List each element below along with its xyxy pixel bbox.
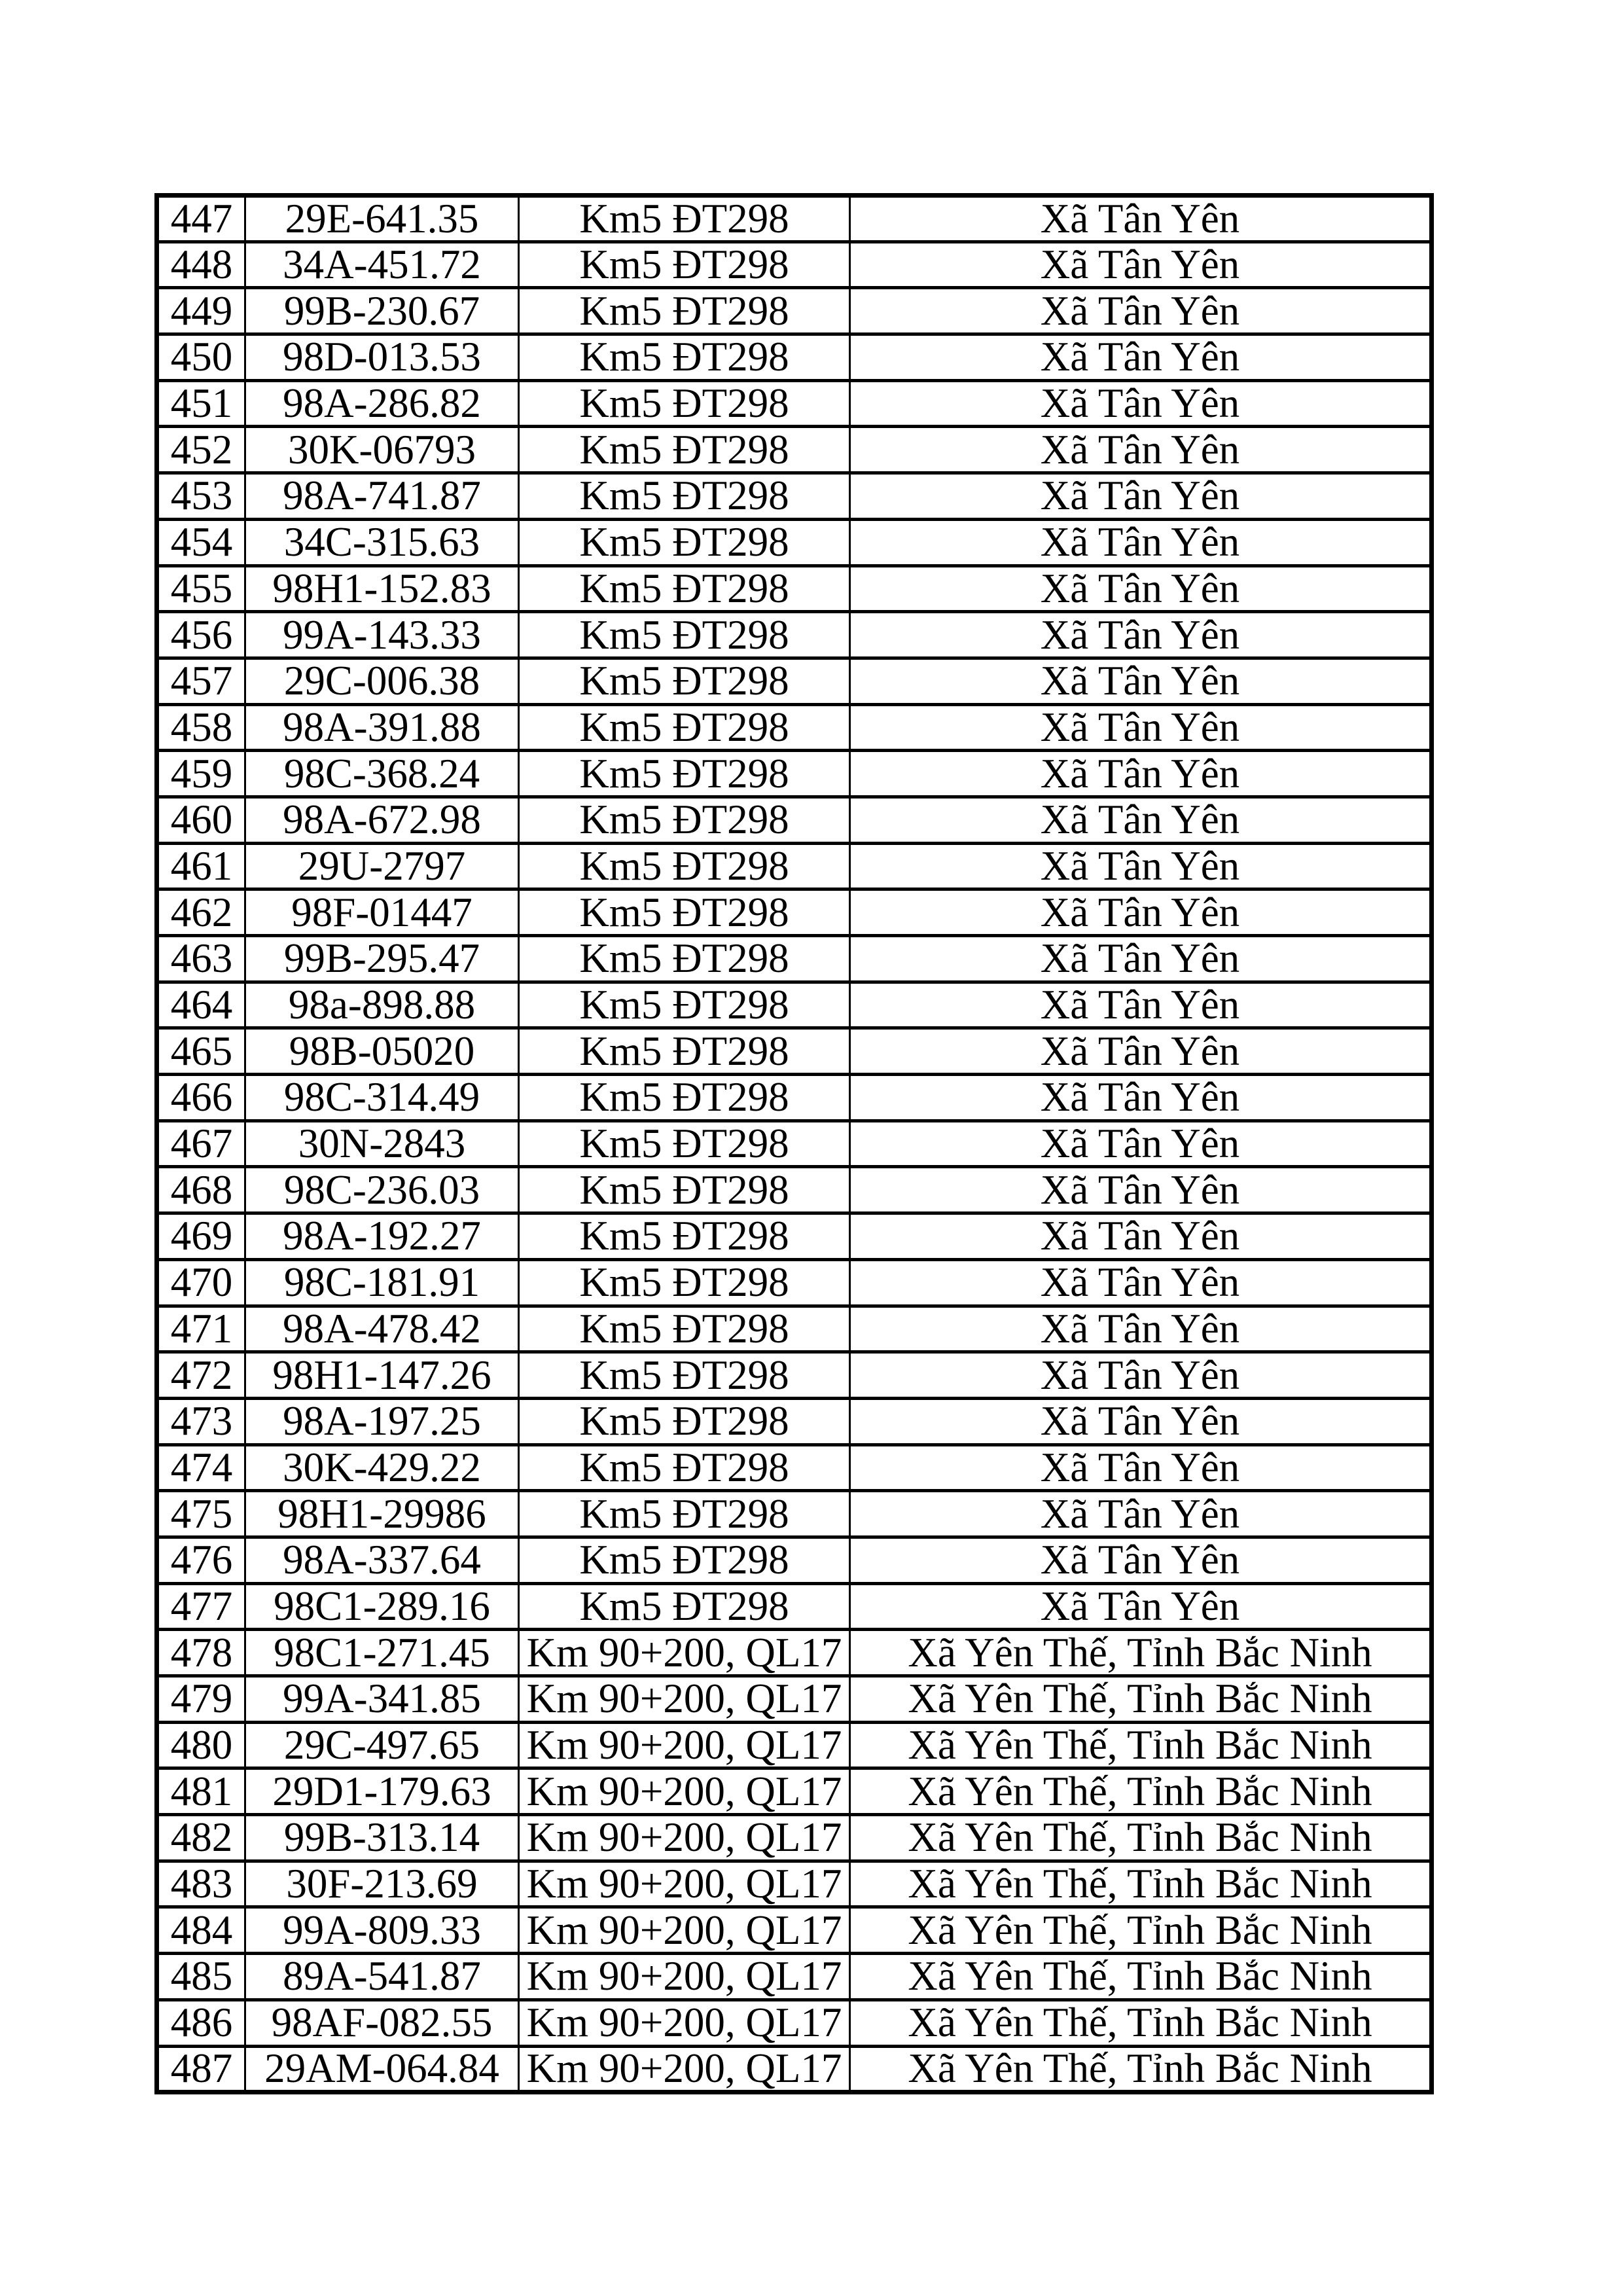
table-row bbox=[157, 1583, 1432, 1630]
row-number-cell: 453 bbox=[157, 473, 245, 520]
location-cell: Km5 ĐT298 bbox=[519, 1028, 850, 1075]
table-row bbox=[157, 936, 1432, 982]
location-cell: Km5 ĐT298 bbox=[519, 473, 850, 520]
table-row bbox=[157, 1676, 1432, 1723]
plate-cell: 29C-497.65 bbox=[245, 1722, 519, 1768]
table-row bbox=[157, 1444, 1432, 1491]
location-cell: Km 90+200, QL17 bbox=[519, 1676, 850, 1723]
plate-cell: 34C-315.63 bbox=[245, 519, 519, 565]
location-cell: Km5 ĐT298 bbox=[519, 288, 850, 334]
location-cell: Km5 ĐT298 bbox=[519, 1352, 850, 1399]
location-cell: Km5 ĐT298 bbox=[519, 334, 850, 381]
table-row bbox=[157, 1768, 1432, 1815]
row-number-cell: 475 bbox=[157, 1491, 245, 1537]
location-cell: Km5 ĐT298 bbox=[519, 843, 850, 889]
table-row bbox=[157, 565, 1432, 612]
plate-cell: 98C-181.91 bbox=[245, 1259, 519, 1306]
table-row bbox=[157, 519, 1432, 565]
row-number-cell: 462 bbox=[157, 889, 245, 936]
row-number-cell: 486 bbox=[157, 2000, 245, 2046]
plate-cell: 98C1-289.16 bbox=[245, 1583, 519, 1630]
row-number-cell: 485 bbox=[157, 1954, 245, 2000]
commune-cell: Xã Tân Yên bbox=[850, 751, 1432, 797]
plate-cell: 30K-429.22 bbox=[245, 1444, 519, 1491]
table-row bbox=[157, 1075, 1432, 1121]
commune-cell: Xã Tân Yên bbox=[850, 1213, 1432, 1260]
table-row bbox=[157, 380, 1432, 427]
location-cell: Km5 ĐT298 bbox=[519, 1398, 850, 1444]
commune-cell: Xã Tân Yên bbox=[850, 334, 1432, 381]
location-cell: Km5 ĐT298 bbox=[519, 1213, 850, 1260]
commune-cell: Xã Tân Yên bbox=[850, 1398, 1432, 1444]
location-cell: Km 90+200, QL17 bbox=[519, 2000, 850, 2046]
location-cell: Km5 ĐT298 bbox=[519, 982, 850, 1028]
table-row bbox=[157, 612, 1432, 658]
table-row bbox=[157, 2046, 1432, 2092]
row-number-cell: 479 bbox=[157, 1676, 245, 1723]
table-row bbox=[157, 1491, 1432, 1537]
plate-cell: 99B-295.47 bbox=[245, 936, 519, 982]
row-number-cell: 478 bbox=[157, 1630, 245, 1676]
plate-cell: 98H1-147.26 bbox=[245, 1352, 519, 1399]
row-number-cell: 451 bbox=[157, 380, 245, 427]
commune-cell: Xã Tân Yên bbox=[850, 242, 1432, 288]
table-row bbox=[157, 1722, 1432, 1768]
commune-cell: Xã Yên Thế, Tỉnh Bắc Ninh bbox=[850, 1768, 1432, 1815]
location-cell: Km5 ĐT298 bbox=[519, 242, 850, 288]
location-cell: Km5 ĐT298 bbox=[519, 612, 850, 658]
row-number-cell: 482 bbox=[157, 1815, 245, 1861]
plate-cell: 98H1-152.83 bbox=[245, 565, 519, 612]
plate-cell: 99B-230.67 bbox=[245, 288, 519, 334]
row-number-cell: 449 bbox=[157, 288, 245, 334]
plate-cell: 34A-451.72 bbox=[245, 242, 519, 288]
table-row bbox=[157, 288, 1432, 334]
plate-cell: 29AM-064.84 bbox=[245, 2046, 519, 2092]
location-cell: Km5 ĐT298 bbox=[519, 1583, 850, 1630]
commune-cell: Xã Tân Yên bbox=[850, 1583, 1432, 1630]
commune-cell: Xã Tân Yên bbox=[850, 1121, 1432, 1167]
plate-cell: 30K-06793 bbox=[245, 427, 519, 473]
table-row bbox=[157, 889, 1432, 936]
row-number-cell: 465 bbox=[157, 1028, 245, 1075]
commune-cell: Xã Tân Yên bbox=[850, 1259, 1432, 1306]
table-row bbox=[157, 473, 1432, 520]
commune-cell: Xã Tân Yên bbox=[850, 380, 1432, 427]
plate-cell: 99A-809.33 bbox=[245, 1907, 519, 1954]
row-number-cell: 457 bbox=[157, 658, 245, 704]
table-row bbox=[157, 1630, 1432, 1676]
row-number-cell: 460 bbox=[157, 797, 245, 843]
location-cell: Km5 ĐT298 bbox=[519, 519, 850, 565]
plate-cell: 98A-192.27 bbox=[245, 1213, 519, 1260]
commune-cell: Xã Tân Yên bbox=[850, 1167, 1432, 1213]
row-number-cell: 467 bbox=[157, 1121, 245, 1167]
location-cell: Km5 ĐT298 bbox=[519, 1537, 850, 1583]
location-cell: Km5 ĐT298 bbox=[519, 704, 850, 751]
commune-cell: Xã Tân Yên bbox=[850, 843, 1432, 889]
plate-cell: 98A-286.82 bbox=[245, 380, 519, 427]
location-cell: Km5 ĐT298 bbox=[519, 1259, 850, 1306]
table-row bbox=[157, 1954, 1432, 2000]
table-row bbox=[157, 658, 1432, 704]
row-number-cell: 456 bbox=[157, 612, 245, 658]
location-cell: Km5 ĐT298 bbox=[519, 797, 850, 843]
table-row bbox=[157, 1213, 1432, 1260]
table-row bbox=[157, 196, 1432, 242]
table-row bbox=[157, 704, 1432, 751]
table-row bbox=[157, 242, 1432, 288]
commune-cell: Xã Yên Thế, Tỉnh Bắc Ninh bbox=[850, 1630, 1432, 1676]
commune-cell: Xã Yên Thế, Tỉnh Bắc Ninh bbox=[850, 1907, 1432, 1954]
table-row bbox=[157, 982, 1432, 1028]
location-cell: Km5 ĐT298 bbox=[519, 936, 850, 982]
location-cell: Km 90+200, QL17 bbox=[519, 1768, 850, 1815]
plate-cell: 98A-197.25 bbox=[245, 1398, 519, 1444]
row-number-cell: 461 bbox=[157, 843, 245, 889]
commune-cell: Xã Yên Thế, Tỉnh Bắc Ninh bbox=[850, 2000, 1432, 2046]
plate-cell: 99A-143.33 bbox=[245, 612, 519, 658]
plate-cell: 29C-006.38 bbox=[245, 658, 519, 704]
table-row bbox=[157, 1352, 1432, 1399]
location-cell: Km 90+200, QL17 bbox=[519, 1954, 850, 2000]
commune-cell: Xã Tân Yên bbox=[850, 1075, 1432, 1121]
table-row bbox=[157, 1537, 1432, 1583]
location-cell: Km 90+200, QL17 bbox=[519, 1630, 850, 1676]
commune-cell: Xã Tân Yên bbox=[850, 936, 1432, 982]
plate-cell: 98A-478.42 bbox=[245, 1306, 519, 1352]
row-number-cell: 484 bbox=[157, 1907, 245, 1954]
vehicle-list-table bbox=[154, 193, 1434, 2094]
plate-cell: 98A-391.88 bbox=[245, 704, 519, 751]
commune-cell: Xã Tân Yên bbox=[850, 704, 1432, 751]
plate-cell: 29D1-179.63 bbox=[245, 1768, 519, 1815]
commune-cell: Xã Tân Yên bbox=[850, 1537, 1432, 1583]
row-number-cell: 450 bbox=[157, 334, 245, 381]
row-number-cell: 480 bbox=[157, 1722, 245, 1768]
commune-cell: Xã Tân Yên bbox=[850, 196, 1432, 242]
location-cell: Km5 ĐT298 bbox=[519, 565, 850, 612]
table-row bbox=[157, 1398, 1432, 1444]
commune-cell: Xã Tân Yên bbox=[850, 473, 1432, 520]
location-cell: Km5 ĐT298 bbox=[519, 1306, 850, 1352]
row-number-cell: 476 bbox=[157, 1537, 245, 1583]
plate-cell: 29U-2797 bbox=[245, 843, 519, 889]
location-cell: Km5 ĐT298 bbox=[519, 196, 850, 242]
commune-cell: Xã Tân Yên bbox=[850, 658, 1432, 704]
plate-cell: 99B-313.14 bbox=[245, 1815, 519, 1861]
plate-cell: 99A-341.85 bbox=[245, 1676, 519, 1723]
plate-cell: 30N-2843 bbox=[245, 1121, 519, 1167]
row-number-cell: 466 bbox=[157, 1075, 245, 1121]
table-row bbox=[157, 1815, 1432, 1861]
commune-cell: Xã Tân Yên bbox=[850, 1352, 1432, 1399]
location-cell: Km5 ĐT298 bbox=[519, 751, 850, 797]
commune-cell: Xã Tân Yên bbox=[850, 1444, 1432, 1491]
location-cell: Km5 ĐT298 bbox=[519, 1075, 850, 1121]
table-row bbox=[157, 1121, 1432, 1167]
row-number-cell: 473 bbox=[157, 1398, 245, 1444]
row-number-cell: 470 bbox=[157, 1259, 245, 1306]
plate-cell: 98C-368.24 bbox=[245, 751, 519, 797]
commune-cell: Xã Tân Yên bbox=[850, 1306, 1432, 1352]
plate-cell: 98D-013.53 bbox=[245, 334, 519, 381]
row-number-cell: 487 bbox=[157, 2046, 245, 2092]
location-cell: Km5 ĐT298 bbox=[519, 889, 850, 936]
commune-cell: Xã Tân Yên bbox=[850, 612, 1432, 658]
commune-cell: Xã Yên Thế, Tỉnh Bắc Ninh bbox=[850, 1815, 1432, 1861]
location-cell: Km 90+200, QL17 bbox=[519, 1722, 850, 1768]
plate-cell: 29E-641.35 bbox=[245, 196, 519, 242]
table-row bbox=[157, 427, 1432, 473]
commune-cell: Xã Tân Yên bbox=[850, 565, 1432, 612]
row-number-cell: 464 bbox=[157, 982, 245, 1028]
row-number-cell: 481 bbox=[157, 1768, 245, 1815]
row-number-cell: 459 bbox=[157, 751, 245, 797]
vehicle-table-body bbox=[157, 196, 1432, 2092]
row-number-cell: 448 bbox=[157, 242, 245, 288]
table-row bbox=[157, 1167, 1432, 1213]
table-row bbox=[157, 751, 1432, 797]
commune-cell: Xã Tân Yên bbox=[850, 1491, 1432, 1537]
location-cell: Km5 ĐT298 bbox=[519, 380, 850, 427]
plate-cell: 98C-314.49 bbox=[245, 1075, 519, 1121]
table-row bbox=[157, 843, 1432, 889]
row-number-cell: 483 bbox=[157, 1861, 245, 1907]
commune-cell: Xã Yên Thế, Tỉnh Bắc Ninh bbox=[850, 1954, 1432, 2000]
location-cell: Km5 ĐT298 bbox=[519, 1121, 850, 1167]
plate-cell: 30F-213.69 bbox=[245, 1861, 519, 1907]
row-number-cell: 447 bbox=[157, 196, 245, 242]
table-row bbox=[157, 1028, 1432, 1075]
commune-cell: Xã Yên Thế, Tỉnh Bắc Ninh bbox=[850, 1676, 1432, 1723]
commune-cell: Xã Tân Yên bbox=[850, 288, 1432, 334]
table-row bbox=[157, 797, 1432, 843]
commune-cell: Xã Tân Yên bbox=[850, 427, 1432, 473]
plate-cell: 98AF-082.55 bbox=[245, 2000, 519, 2046]
location-cell: Km5 ĐT298 bbox=[519, 658, 850, 704]
table-row bbox=[157, 334, 1432, 381]
commune-cell: Xã Yên Thế, Tỉnh Bắc Ninh bbox=[850, 1861, 1432, 1907]
location-cell: Km 90+200, QL17 bbox=[519, 1815, 850, 1861]
location-cell: Km5 ĐT298 bbox=[519, 427, 850, 473]
location-cell: Km 90+200, QL17 bbox=[519, 1861, 850, 1907]
row-number-cell: 463 bbox=[157, 936, 245, 982]
table-row bbox=[157, 2000, 1432, 2046]
row-number-cell: 455 bbox=[157, 565, 245, 612]
row-number-cell: 452 bbox=[157, 427, 245, 473]
plate-cell: 89A-541.87 bbox=[245, 1954, 519, 2000]
plate-cell: 98H1-29986 bbox=[245, 1491, 519, 1537]
row-number-cell: 468 bbox=[157, 1167, 245, 1213]
row-number-cell: 471 bbox=[157, 1306, 245, 1352]
row-number-cell: 458 bbox=[157, 704, 245, 751]
plate-cell: 98A-337.64 bbox=[245, 1537, 519, 1583]
plate-cell: 98F-01447 bbox=[245, 889, 519, 936]
location-cell: Km5 ĐT298 bbox=[519, 1167, 850, 1213]
table-row bbox=[157, 1861, 1432, 1907]
commune-cell: Xã Yên Thế, Tỉnh Bắc Ninh bbox=[850, 2046, 1432, 2092]
table-row bbox=[157, 1259, 1432, 1306]
row-number-cell: 472 bbox=[157, 1352, 245, 1399]
table-row bbox=[157, 1306, 1432, 1352]
table-row bbox=[157, 1907, 1432, 1954]
location-cell: Km5 ĐT298 bbox=[519, 1444, 850, 1491]
location-cell: Km 90+200, QL17 bbox=[519, 1907, 850, 1954]
plate-cell: 98C1-271.45 bbox=[245, 1630, 519, 1676]
row-number-cell: 477 bbox=[157, 1583, 245, 1630]
plate-cell: 98a-898.88 bbox=[245, 982, 519, 1028]
commune-cell: Xã Tân Yên bbox=[850, 982, 1432, 1028]
plate-cell: 98A-672.98 bbox=[245, 797, 519, 843]
row-number-cell: 454 bbox=[157, 519, 245, 565]
row-number-cell: 469 bbox=[157, 1213, 245, 1260]
plate-cell: 98B-05020 bbox=[245, 1028, 519, 1075]
location-cell: Km5 ĐT298 bbox=[519, 1491, 850, 1537]
commune-cell: Xã Tân Yên bbox=[850, 519, 1432, 565]
commune-cell: Xã Tân Yên bbox=[850, 1028, 1432, 1075]
row-number-cell: 474 bbox=[157, 1444, 245, 1491]
commune-cell: Xã Tân Yên bbox=[850, 889, 1432, 936]
commune-cell: Xã Tân Yên bbox=[850, 797, 1432, 843]
plate-cell: 98C-236.03 bbox=[245, 1167, 519, 1213]
location-cell: Km 90+200, QL17 bbox=[519, 2046, 850, 2092]
plate-cell: 98A-741.87 bbox=[245, 473, 519, 520]
commune-cell: Xã Yên Thế, Tỉnh Bắc Ninh bbox=[850, 1722, 1432, 1768]
